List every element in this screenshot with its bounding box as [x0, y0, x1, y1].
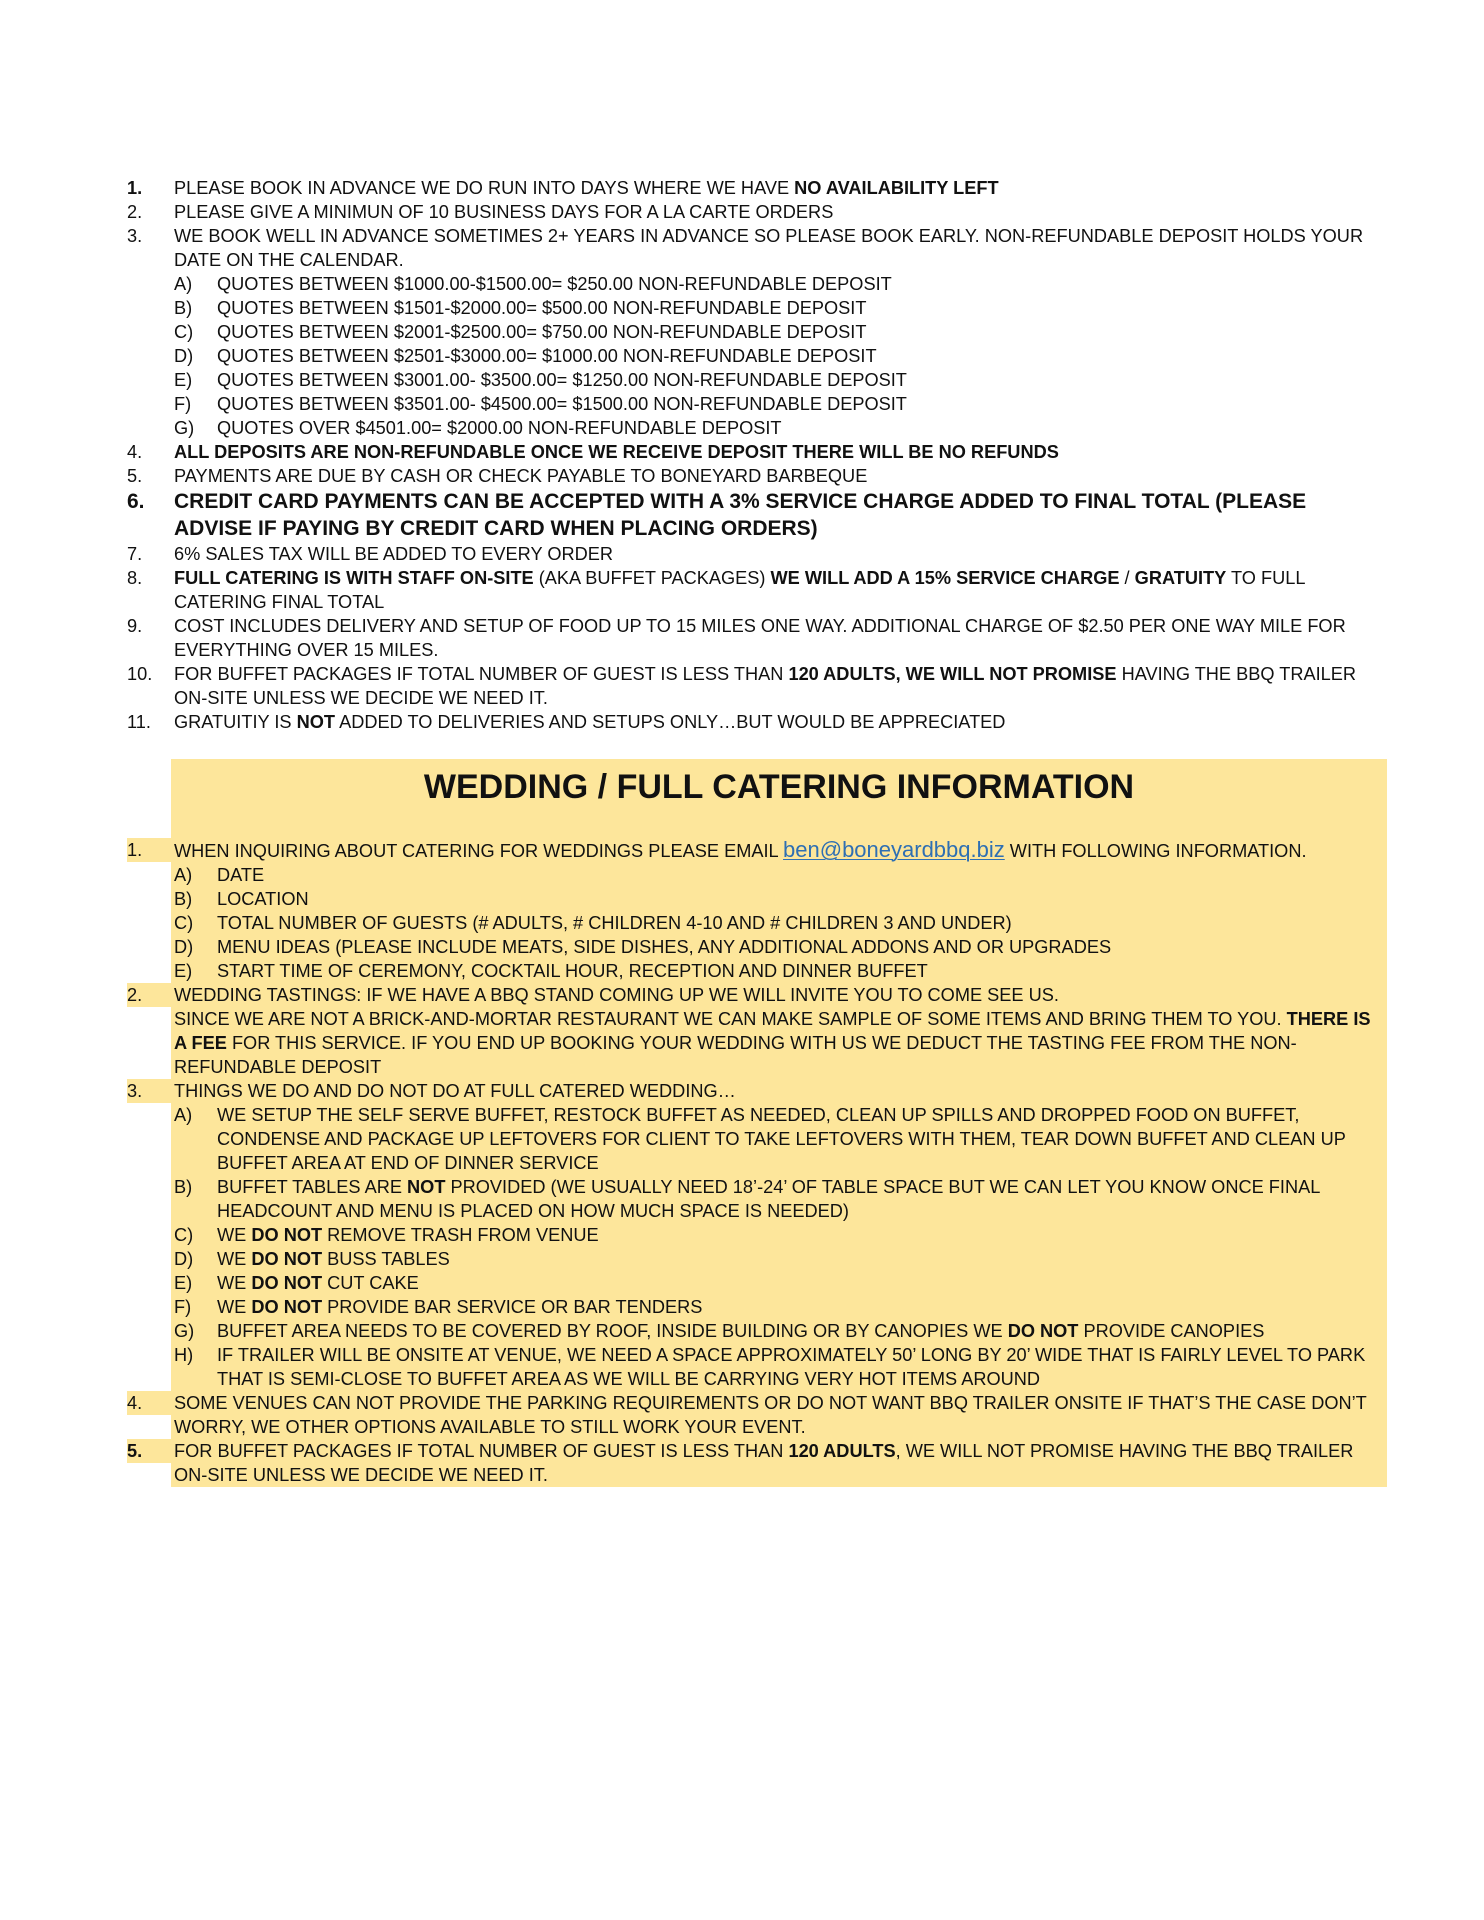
text-run: WEDDING TASTINGS: IF WE HAVE A BBQ STAND COMING UP WE WILL INVITE YOU TO COME SEE US.	[174, 985, 1059, 1005]
policy-text	[174, 488, 1387, 542]
text-run: SINCE WE ARE NOT A BRICK-AND-MORTAR RESTAURANT WE CAN MAKE SAMPLE OF SOME ITEMS AND BRING THEM TO YOU.	[174, 1009, 1287, 1029]
item-number: 3.	[127, 1079, 171, 1103]
text-run: CUT CAKE	[322, 1273, 419, 1293]
text-run: PROVIDED (WE USUALLY NEED 18’-24’ OF TABLE SPACE BUT WE CAN LET YOU KNOW ONCE FINAL HEADCOUNT AND MENU IS PLACED ON HOW MUCH SPACE IS NEEDED)	[217, 1177, 1320, 1221]
wedding-item	[127, 1391, 1387, 1439]
wedding-sub-item	[127, 1175, 1387, 1223]
policy-item	[127, 440, 1387, 464]
policy-text	[174, 224, 1387, 272]
sub-letter: G)	[174, 1321, 195, 1341]
text-run: WHEN INQUIRING ABOUT CATERING FOR WEDDINGS PLEASE EMAIL	[174, 841, 784, 861]
wedding-item	[127, 983, 1387, 1007]
bold-text: THERE IS A FEE	[174, 1009, 1371, 1053]
text-run: TO FULL CATERING FINAL TOTAL	[174, 568, 1305, 612]
sub-letter: C)	[174, 913, 194, 933]
item-number: 8.	[127, 568, 143, 588]
bold-text: NOT	[407, 1177, 446, 1197]
text-run: HAVING THE BBQ TRAILER ON-SITE UNLESS WE DECIDE WE NEED IT.	[174, 664, 1357, 708]
policy-item	[127, 614, 1387, 662]
policy-text	[174, 614, 1387, 662]
wedding-sub-item	[127, 1319, 1387, 1343]
sub-text: QUOTES BETWEEN $2001-$2500.00= $750.00 NON-REFUNDABLE DEPOSIT	[217, 322, 867, 342]
item-number: 1.	[127, 838, 171, 862]
bold-text: 120 ADULTS, WE WILL NOT PROMISE	[788, 664, 1117, 684]
text-run: TOTAL NUMBER OF GUESTS (# ADULTS, # CHILDREN 4-10 AND # CHILDREN 3 AND UNDER)	[217, 913, 1012, 933]
sub-text	[217, 935, 1387, 959]
item-number: 2.	[127, 202, 143, 222]
sub-letter: B)	[174, 889, 193, 909]
sub-letter: E)	[174, 961, 193, 981]
sub-letter: F)	[174, 1297, 192, 1317]
wedding-item	[127, 1079, 1387, 1103]
text-run: START TIME OF CEREMONY, COCKTAIL HOUR, RECEPTION AND DINNER BUFFET	[217, 961, 928, 981]
policy-item	[127, 566, 1387, 614]
item-number: 4.	[127, 1391, 171, 1415]
policy-list	[127, 176, 1387, 734]
text-run: FOR THIS SERVICE. IF YOU END UP BOOKING YOUR WEDDING WITH US WE DEDUCT THE TASTING FEE FROM THE NON-REFUNDABLE DEPOSIT	[174, 1033, 1297, 1077]
bold-text: NOT	[296, 712, 336, 732]
sub-letter: A)	[174, 1105, 193, 1125]
wedding-sub-item	[127, 1271, 1387, 1295]
text-run: /	[1119, 568, 1135, 588]
text-run: (AKA BUFFET PACKAGES)	[533, 568, 771, 588]
text-run: 6% SALES TAX WILL BE ADDED TO EVERY ORDER	[174, 544, 614, 564]
text-run: WE	[217, 1297, 252, 1317]
policy-item	[127, 542, 1387, 566]
policy-text	[174, 710, 1387, 734]
sub-row	[171, 1247, 1387, 1271]
sub-text: QUOTES OVER $4501.00= $2000.00 NON-REFUNDABLE DEPOSIT	[217, 418, 782, 438]
sub-letter: A)	[174, 274, 193, 294]
wedding-sub-item	[127, 1247, 1387, 1271]
item-number: 2.	[127, 983, 171, 1007]
sub-row	[171, 1319, 1387, 1343]
policy-item	[127, 662, 1387, 710]
deposit-tier	[127, 368, 1387, 392]
wedding-info-section	[127, 759, 1387, 1484]
policy-item	[127, 200, 1387, 224]
sub-text	[217, 1295, 1387, 1319]
text-run: LOCATION	[217, 889, 309, 909]
wedding-item-text	[171, 1079, 1387, 1103]
wedding-sub-item	[127, 935, 1387, 959]
text-run: PLEASE GIVE A MINIMUN OF 10 BUSINESS DAYS FOR A LA CARTE ORDERS	[174, 202, 834, 222]
item-number: 4.	[127, 442, 143, 462]
sub-letter: H)	[174, 1345, 194, 1365]
bold-text: DO NOT	[1007, 1321, 1079, 1341]
text-run: WE	[217, 1249, 252, 1269]
text-run: GRATUITIY IS	[174, 712, 297, 732]
text-run: WE SETUP THE SELF SERVE BUFFET, RESTOCK BUFFET AS NEEDED, CLEAN UP SPILLS AND DROPPED FOOD ON BUFFET, CONDENSE AND PACKAGE UP LEFTOVERS FOR CLIENT TO TAKE LEFTOVERS WITH THEM, TEAR DOWN BUFFET AND CLEAN UP BUFFET AREA AT END OF DINNER SERVICE	[217, 1105, 1346, 1173]
text-run: MENU IDEAS (PLEASE INCLUDE MEATS, SIDE DISHES, ANY ADDITIONAL ADDONS AND OR UPGRADES	[217, 937, 1112, 957]
sub-letter: C)	[174, 1225, 194, 1245]
bold-text: 120 ADULTS	[788, 1441, 896, 1461]
text-run: BUFFET TABLES ARE	[217, 1177, 408, 1197]
item-number: 5.	[127, 466, 143, 486]
sub-letter: G)	[174, 418, 195, 438]
wedding-sub-item	[127, 1343, 1387, 1391]
bold-text: ALL DEPOSITS ARE NON-REFUNDABLE ONCE WE RECEIVE DEPOSIT THERE WILL BE NO REFUNDS	[174, 442, 1059, 462]
sub-text	[217, 1223, 1387, 1247]
sub-text: QUOTES BETWEEN $3001.00- $3500.00= $1250.00 NON-REFUNDABLE DEPOSIT	[217, 370, 907, 390]
sub-text	[217, 1319, 1387, 1343]
sub-letter: C)	[174, 322, 194, 342]
wedding-item-text	[171, 838, 1387, 863]
policy-text	[174, 542, 1387, 566]
deposit-tier	[127, 320, 1387, 344]
policy-text	[174, 464, 1387, 488]
policy-item	[127, 224, 1387, 272]
bold-text: DO NOT	[251, 1249, 323, 1269]
wedding-item-text	[171, 983, 1387, 1007]
text-run: PROVIDE BAR SERVICE OR BAR TENDERS	[322, 1297, 703, 1317]
sub-row	[171, 935, 1387, 959]
sub-letter: D)	[174, 1249, 194, 1269]
deposit-tier	[127, 272, 1387, 296]
sub-text	[217, 1343, 1387, 1391]
text-run: THINGS WE DO AND DO NOT DO AT FULL CATERED WEDDING…	[174, 1081, 736, 1101]
item-number: 6.	[127, 490, 145, 513]
wedding-sub-item	[127, 1103, 1387, 1175]
sub-row	[171, 887, 1387, 911]
item-number: 7.	[127, 544, 143, 564]
sub-text	[217, 1175, 1387, 1223]
sub-letter: E)	[174, 370, 193, 390]
sub-row	[171, 863, 1387, 887]
sub-text	[217, 1247, 1387, 1271]
sub-letter: E)	[174, 1273, 193, 1293]
policy-text	[174, 200, 1387, 224]
sub-row	[171, 1223, 1387, 1247]
wedding-info-list	[127, 838, 1387, 1487]
sub-row	[171, 959, 1387, 983]
text-run: IF TRAILER WILL BE ONSITE AT VENUE, WE NEED A SPACE APPROXIMATELY 50’ LONG BY 20’ WIDE THAT IS FAIRLY LEVEL TO PARK THAT IS SEMI-CLOSE TO BUFFET AREA AS WE WILL BE CARRYING VERY HOT ITEMS AROUND	[217, 1345, 1366, 1389]
sub-letter: A)	[174, 865, 193, 885]
text-run: FOR BUFFET PACKAGES IF TOTAL NUMBER OF GUEST IS LESS THAN	[174, 664, 789, 684]
wedding-item-continued	[127, 1007, 1387, 1079]
text-run: PROVIDE CANOPIES	[1078, 1321, 1265, 1341]
sub-row	[171, 1103, 1387, 1175]
sub-letter: F)	[174, 394, 192, 414]
text-run: BUSS TABLES	[322, 1249, 450, 1269]
text-run: PLEASE BOOK IN ADVANCE WE DO RUN INTO DAYS WHERE WE HAVE	[174, 178, 795, 198]
bold-text: DO NOT	[251, 1297, 323, 1317]
sub-text: QUOTES BETWEEN $2501-$3000.00= $1000.00 NON-REFUNDABLE DEPOSIT	[217, 346, 877, 366]
text-run: DATE	[217, 865, 265, 885]
text-run: COST INCLUDES DELIVERY AND SETUP OF FOOD UP TO 15 MILES ONE WAY. ADDITIONAL CHARGE OF $2.50 PER ONE WAY MILE FOR EVERYTHING OVER 15 MILES.	[174, 616, 1346, 660]
sub-letter: D)	[174, 346, 194, 366]
sub-text	[217, 959, 1387, 983]
sub-row	[171, 1295, 1387, 1319]
sub-letter: D)	[174, 937, 194, 957]
wedding-sub-item	[127, 1295, 1387, 1319]
continued-text	[171, 1007, 1387, 1079]
policy-item	[127, 710, 1387, 734]
text-run: WE	[217, 1225, 252, 1245]
wedding-sub-item	[127, 911, 1387, 935]
policy-text	[174, 566, 1387, 614]
sub-text	[217, 863, 1387, 887]
bold-text: FULL CATERING IS WITH STAFF ON-SITE	[174, 568, 534, 588]
deposit-tier	[127, 392, 1387, 416]
wedding-sub-item	[127, 887, 1387, 911]
sub-text: QUOTES BETWEEN $1501-$2000.00= $500.00 NON-REFUNDABLE DEPOSIT	[217, 298, 867, 318]
text-run: WITH FOLLOWING INFORMATION.	[1004, 841, 1307, 861]
policy-item	[127, 464, 1387, 488]
item-number: 3.	[127, 226, 143, 246]
text-run: WE BOOK WELL IN ADVANCE SOMETIMES 2+ YEARS IN ADVANCE SO PLEASE BOOK EARLY. NON-REFUNDABLE DEPOSIT HOLDS YOUR DATE ON THE CALENDAR.	[174, 226, 1364, 270]
bold-text: WE WILL ADD A 15% SERVICE CHARGE	[770, 568, 1120, 588]
sub-text	[217, 887, 1387, 911]
text-run: BUFFET AREA NEEDS TO BE COVERED BY ROOF, INSIDE BUILDING OR BY CANOPIES WE	[217, 1321, 1008, 1341]
deposit-tier	[127, 296, 1387, 320]
email-link[interactable]: ben@boneyardbbq.biz	[783, 837, 1005, 862]
policy-item	[127, 176, 1387, 200]
item-number: 10.	[127, 664, 153, 684]
wedding-item-text	[171, 1391, 1387, 1439]
sub-row	[171, 1175, 1387, 1223]
sub-text	[217, 1271, 1387, 1295]
item-number: 1.	[127, 178, 143, 198]
item-number: 9.	[127, 616, 143, 636]
wedding-item-text	[171, 1439, 1387, 1487]
sub-row	[171, 1271, 1387, 1295]
bold-text: GRATUITY	[1134, 568, 1227, 588]
text-run: , WE WILL NOT PROMISE HAVING THE BBQ TRAILER ON-SITE UNLESS WE DECIDE WE NEED IT.	[174, 1441, 1354, 1485]
item-number: 5.	[127, 1439, 171, 1463]
text-run: REMOVE TRASH FROM VENUE	[322, 1225, 599, 1245]
wedding-item	[127, 838, 1387, 863]
text-run: WE	[217, 1273, 252, 1293]
policy-item	[127, 488, 1387, 542]
sub-text	[217, 1103, 1387, 1175]
wedding-sub-item	[127, 1223, 1387, 1247]
bold-text: NO AVAILABILITY LEFT	[794, 178, 999, 198]
deposit-tier	[127, 416, 1387, 440]
bold-text: DO NOT	[251, 1273, 323, 1293]
wedding-sub-item	[127, 863, 1387, 887]
sub-letter: B)	[174, 298, 193, 318]
policy-text	[174, 176, 1387, 200]
text-run: FOR BUFFET PACKAGES IF TOTAL NUMBER OF GUEST IS LESS THAN	[174, 1441, 789, 1461]
text-run: PAYMENTS ARE DUE BY CASH OR CHECK PAYABLE TO BONEYARD BARBEQUE	[174, 466, 868, 486]
policy-text	[174, 440, 1387, 464]
sub-text	[217, 911, 1387, 935]
wedding-section-title: WEDDING / FULL CATERING INFORMATION	[171, 759, 1387, 838]
sub-letter: B)	[174, 1177, 193, 1197]
sub-row	[171, 1343, 1387, 1391]
wedding-item	[127, 1439, 1387, 1487]
text-run: ADDED TO DELIVERIES AND SETUPS ONLY…BUT WOULD BE APPRECIATED	[335, 712, 1006, 732]
item-number: 11.	[127, 712, 151, 732]
sub-row	[171, 911, 1387, 935]
bold-text: DO NOT	[251, 1225, 323, 1245]
sub-text: QUOTES BETWEEN $1000.00-$1500.00= $250.00 NON-REFUNDABLE DEPOSIT	[217, 274, 892, 294]
sub-text: QUOTES BETWEEN $3501.00- $4500.00= $1500.00 NON-REFUNDABLE DEPOSIT	[217, 394, 907, 414]
bold-text: CREDIT CARD PAYMENTS CAN BE ACCEPTED WITH A 3% SERVICE CHARGE ADDED TO FINAL TOTAL (PLEASE ADVISE IF PAYING BY CREDIT CARD WHEN PLACING ORDERS)	[174, 490, 1307, 540]
deposit-tier	[127, 344, 1387, 368]
wedding-sub-item	[127, 959, 1387, 983]
policy-text	[174, 662, 1387, 710]
text-run: SOME VENUES CAN NOT PROVIDE THE PARKING REQUIREMENTS OR DO NOT WANT BBQ TRAILER ONSITE IF THAT’S THE CASE DON’T WORRY, WE OTHER OPTIONS AVAILABLE TO STILL WORK YOUR EVENT.	[174, 1393, 1367, 1437]
